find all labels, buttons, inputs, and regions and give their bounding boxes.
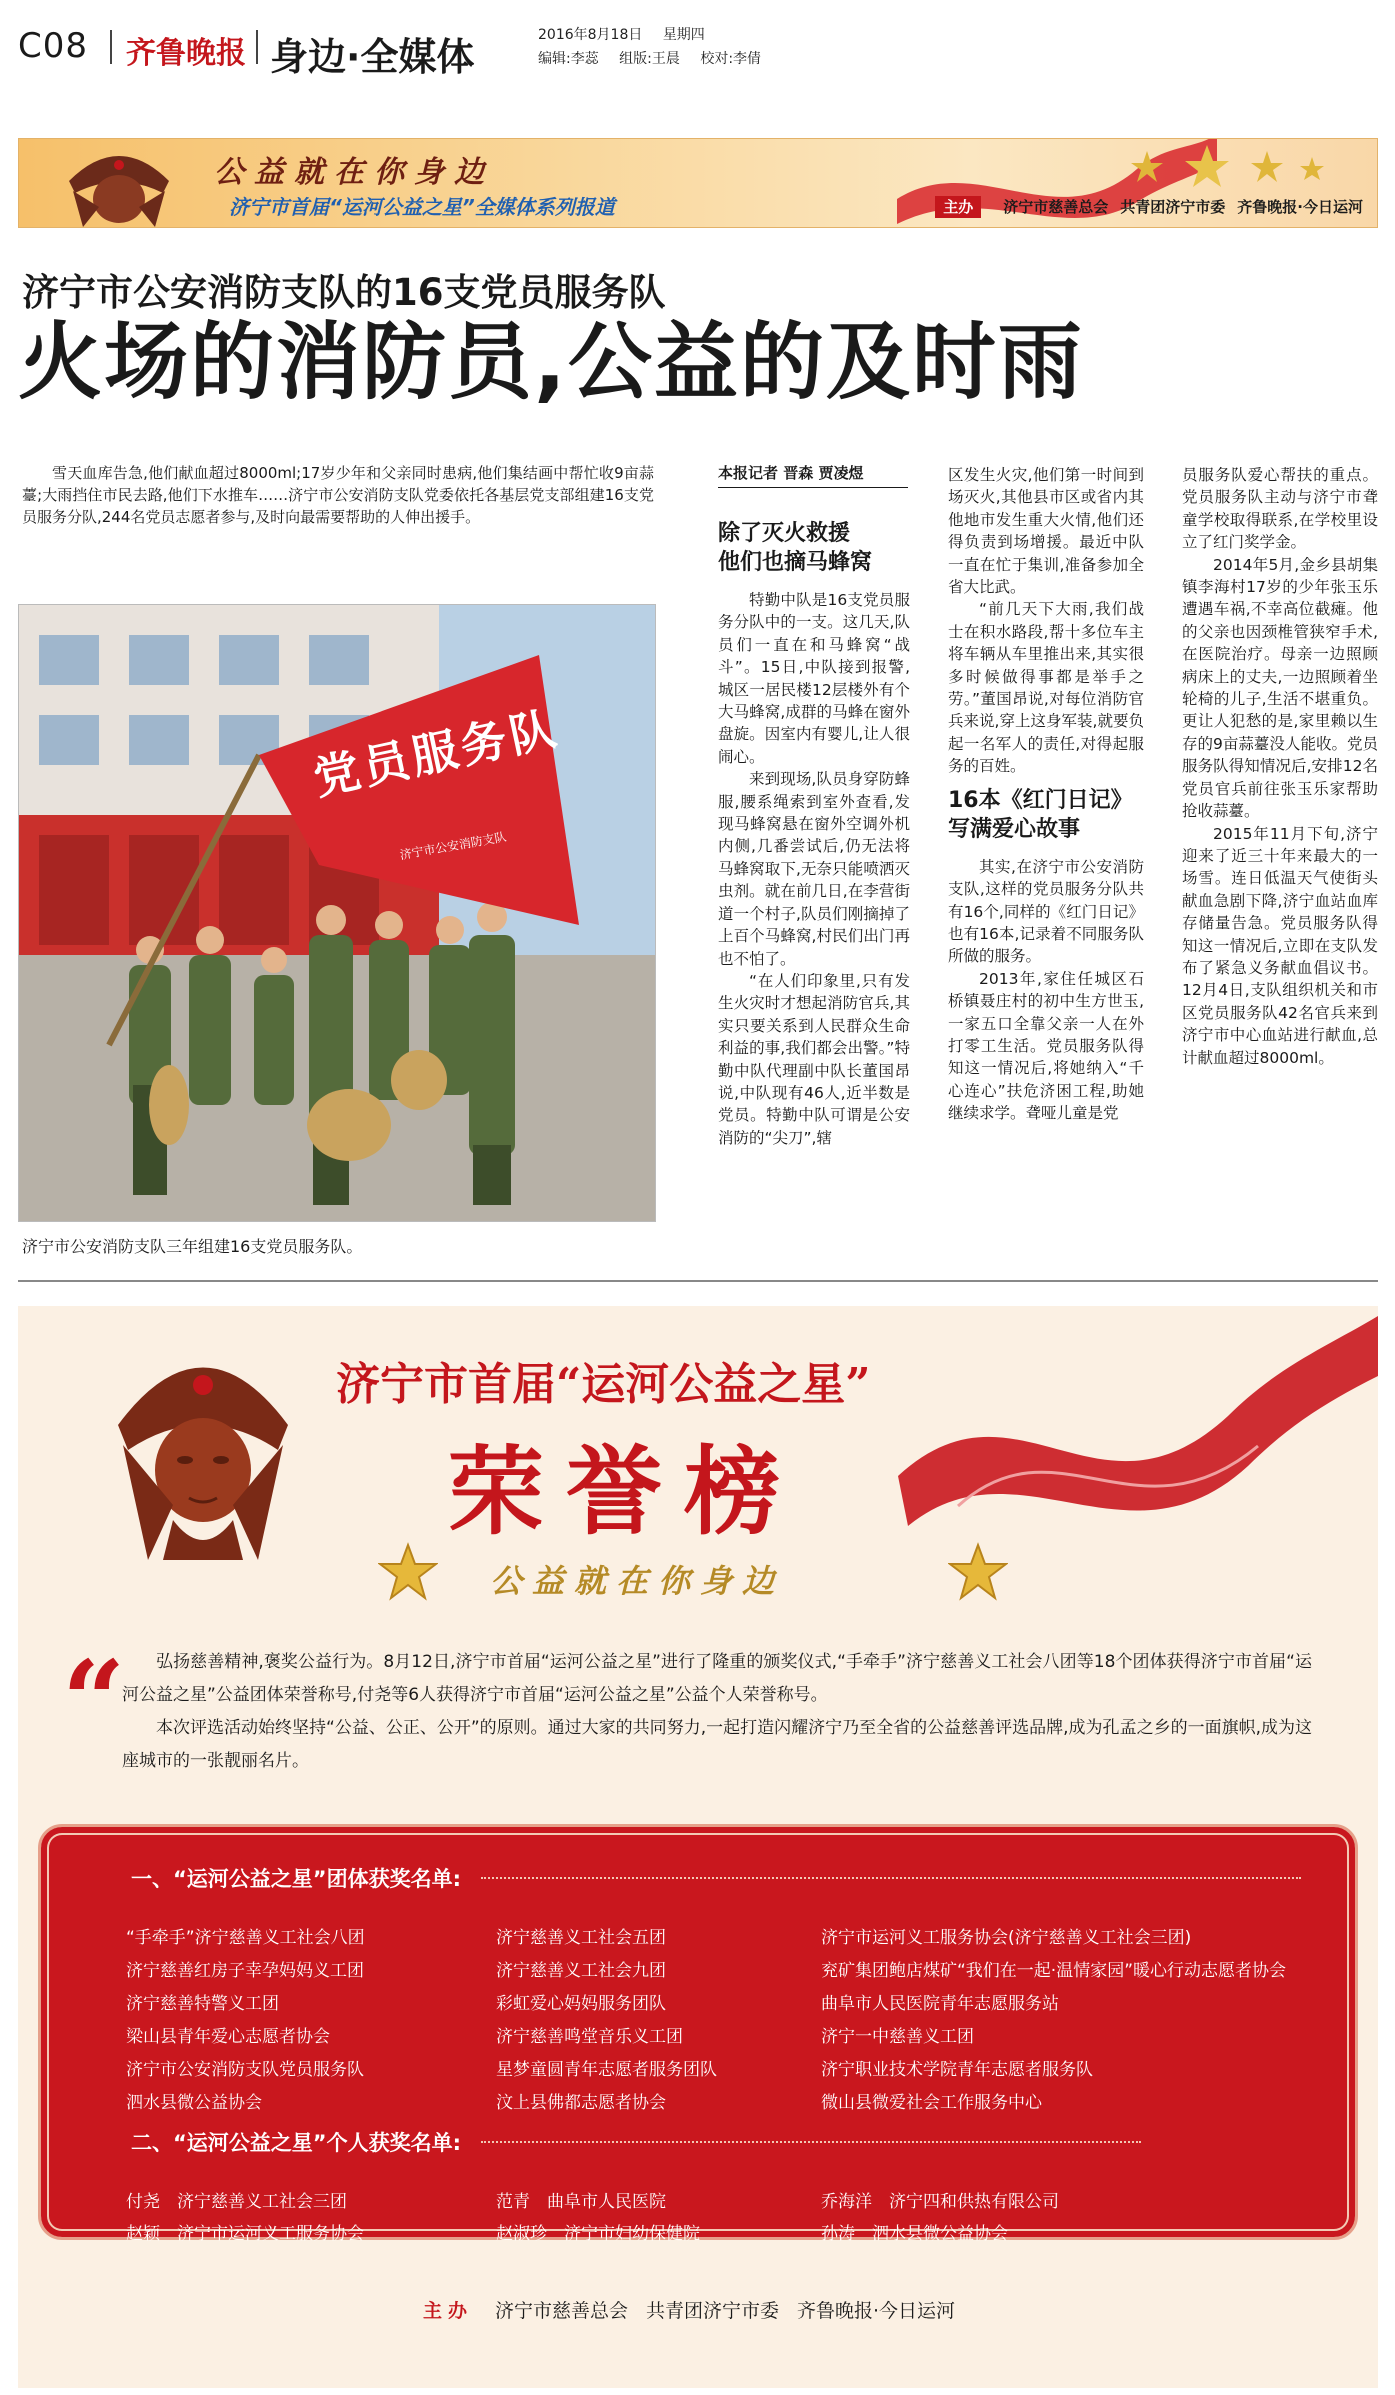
board-main-title: 荣誉榜 bbox=[448, 1435, 802, 1548]
paragraph: 2014年5月,金乡县胡集镇李海村17岁的少年张玉乐遭遇车祸,不幸高位截瘫。他的父亲也因颈椎管狭窄手术,在医院治疗。母亲一边照顾病床上的丈夫,一边照顾着坐轮椅的儿子,生活不堪重负。更让人犯愁的是,家里赖以生存的9亩蒜薹没人能收。党员服务队得知情况后,安排12名党员官兵前往张玉乐家帮助抢收蒜薹。 bbox=[1182, 555, 1378, 821]
individual-winner bbox=[821, 2187, 1059, 2212]
group-winners-heading: 一、“运河公益之星”团体获奖名单: bbox=[131, 1867, 462, 1891]
winner-org: 济宁市运河义工服务协会 bbox=[177, 2224, 364, 2244]
article-headline: 火场的消防员,公益的及时雨 bbox=[18, 313, 1084, 411]
banner-subtitle: 济宁市首届“运河公益之星”全媒体系列报道 bbox=[229, 195, 615, 219]
photo-caption: 济宁市公安消防支队三年组建16支党员服务队。 bbox=[22, 1237, 363, 1256]
series-banner bbox=[18, 138, 1378, 228]
sponsor-name: 共青团济宁市委 bbox=[645, 2300, 779, 2322]
layout-credit: 组版:王晨 bbox=[619, 51, 680, 67]
paragraph: 来到现场,队员身穿防蜂服,腰系绳索到室外查看,发现马蜂窝悬在窗外空调外机内侧,几番尝试后,仍无法将马蜂窝取下,无奈只能喷洒灭虫剂。就在前几日,在李营街道一个村子,队员们刚摘掉了上百个马蜂窝,村民们出门再也不怕了。 bbox=[718, 770, 910, 968]
individual-winner bbox=[126, 2219, 364, 2244]
flag-text: 党员服务队 bbox=[308, 700, 565, 806]
winner-name: 孙涛 bbox=[821, 2224, 855, 2244]
gold-star-icon bbox=[378, 1542, 438, 1602]
paragraph: 2013年,家住任城区石桥镇聂庄村的初中生方世玉,一家五口全靠父亲一人在外打零工生活。党员服务队得知这一情况后,将她纳入“千心连心”扶危济困工程,助她继续求学。聋哑儿童是党 bbox=[948, 969, 1144, 1123]
group-winner: 曲阜市人民医院青年志愿服务站 bbox=[821, 1994, 1059, 2014]
dotted-rule bbox=[481, 2141, 1141, 2143]
banner-slogan: 公益就在你身边 bbox=[214, 155, 494, 190]
group-winner: 济宁职业技术学院青年志愿者服务队 bbox=[821, 2060, 1093, 2080]
lei-feng-portrait-icon bbox=[103, 1330, 303, 1560]
section-name: 身边·全媒体 bbox=[270, 35, 475, 79]
gold-star-icon bbox=[948, 1542, 1008, 1602]
subhead-2: 16本《红门日记》 写满爱心故事 bbox=[948, 787, 1133, 842]
paragraph: 本次评选活动始终坚持“公益、公正、公开”的原则。通过大家的共同努力,一起打造闪耀济宁乃至全省的公益慈善评选品牌,成为孔孟之乡的一面旗帜,成为这座城市的一张靓丽名片。 bbox=[122, 1718, 1312, 1771]
article-lead: 雪天血库告急,他们献血超过8000ml;17岁少年和父亲同时患病,他们集结画中帮忙收9亩蒜薹;大雨挡住市民去路,他们下水推车……济宁市公安消防支队党委依托各基层党支部组建16支党员服务分队,244名党员志愿者参与,及时向最需要帮助的人伸出援手。 bbox=[22, 464, 654, 526]
sponsor-name: 共青团济宁市委 bbox=[1120, 198, 1226, 216]
article-photo bbox=[18, 604, 656, 1222]
group-winner: 济宁市公安消防支队党员服务队 bbox=[126, 2060, 364, 2080]
article-kicker: 济宁市公安消防支队的16支党员服务队 bbox=[22, 271, 666, 314]
section-divider bbox=[18, 1280, 1378, 1282]
sponsor-name: 济宁市慈善总会 bbox=[1003, 198, 1109, 216]
group-winner: 济宁慈善鸣堂音乐义工团 bbox=[496, 2027, 683, 2047]
group-winner: 济宁市运河义工服务协会(济宁慈善义工社会三团) bbox=[821, 1928, 1192, 1948]
staff-credits bbox=[538, 48, 777, 68]
board-sponsors bbox=[18, 2296, 1378, 2323]
paragraph: “在人们印象里,只有发生火灾时才想起消防官兵,其实只要关系到人民群众生命利益的事,我们都会出警。”特勤中队代理副中队长董国昂说,中队现有46人,近半数是党员。特勤中队可谓是公安消防的“尖刀”,辖 bbox=[718, 971, 910, 1147]
editor-credit: 编辑:李蕊 bbox=[538, 51, 599, 67]
winners-panel bbox=[38, 1824, 1358, 2244]
paragraph: “前几天下大雨,我们战士在积水路段,帮十多位车主将车辆从车里推出来,其实很多时候做得事都是举手之劳。”董国昂说,对每位消防官兵来说,穿上这身军装,就要负起一名军人的责任,对得起服务的百姓。 bbox=[948, 600, 1144, 776]
sponsor-tag: 主办 bbox=[935, 196, 981, 218]
date-text: 2016年8月18日 bbox=[538, 27, 643, 43]
group-winner: “手牵手”济宁慈善义工社会八团 bbox=[126, 1928, 365, 1948]
masthead-divider bbox=[256, 30, 258, 64]
winner-name: 付尧 bbox=[126, 2192, 160, 2212]
group-winner: 济宁慈善义工社会九团 bbox=[496, 1961, 666, 1981]
issue-date bbox=[538, 24, 721, 44]
sponsor-tag: 主办 bbox=[422, 2300, 473, 2322]
group-winner: 济宁慈善特警义工团 bbox=[126, 1994, 279, 2014]
paragraph: 其实,在济宁市公安消防支队,这样的党员服务分队共有16个,同样的《红门日记》也有16本,记录着不同服务队所做的服务。 bbox=[948, 857, 1144, 966]
winner-org: 济宁四和供热有限公司 bbox=[889, 2192, 1059, 2212]
sponsor-name: 齐鲁晚报·今日运河 bbox=[797, 2300, 956, 2322]
weekday-text: 星期四 bbox=[662, 27, 705, 43]
banner-sponsors bbox=[923, 196, 1363, 217]
byline bbox=[718, 462, 908, 488]
group-winner: 微山县微爱社会工作服务中心 bbox=[821, 2093, 1042, 2113]
group-winner: 济宁慈善红房子幸孕妈妈义工团 bbox=[126, 1961, 364, 1981]
individual-winner bbox=[496, 2187, 666, 2212]
byline-text: 本报记者 晋森 贾凌煜 bbox=[718, 464, 864, 482]
flag-small-text: 济宁市公安消防支队 bbox=[398, 829, 508, 863]
lei-feng-portrait-icon bbox=[59, 141, 179, 227]
ribbon-decoration bbox=[898, 1306, 1378, 1556]
honor-board bbox=[18, 1306, 1378, 2388]
paragraph: 区发生火灾,他们第一时间到场灭火,其他县市区或省内其他地市发生重大火情,他们还得负责到场增援。最近中队一直在忙于集训,准备参加全省大比武。 bbox=[948, 466, 1144, 597]
board-intro bbox=[122, 1646, 1312, 1778]
proof-credit: 校对:李倩 bbox=[700, 51, 762, 67]
group-winner: 星梦童圆青年志愿者服务团队 bbox=[496, 2060, 717, 2080]
paragraph: 2015年11月下旬,济宁迎来了近三十年来最大的一场雪。连日低温天气使街头献血急剧下降,济宁血站血库存储量告急。党员服务队得知这一情况后,立即在支队发布了紧急义务献血倡议书。12月4日,支队组织机关和市区党员服务队42名官兵来到济宁市中心血站进行献血,总计献血超过8000ml。 bbox=[1182, 824, 1378, 1067]
group-winner: 汶上县佛都志愿者协会 bbox=[496, 2093, 666, 2113]
group-winner: 彩虹爱心妈妈服务团队 bbox=[496, 1994, 666, 2014]
board-slogan: 公益就在你身边 bbox=[490, 1562, 785, 1600]
quote-mark-icon: “ bbox=[62, 1636, 126, 1765]
paragraph: 员服务队爱心帮扶的重点。党员服务队主动与济宁市聋童学校取得联系,在学校里设立了红门奖学金。 bbox=[1182, 466, 1378, 552]
gold-stars-icon bbox=[1107, 143, 1337, 193]
sponsor-name: 济宁市慈善总会 bbox=[494, 2300, 628, 2322]
paper-name-logo: 齐鲁晚报 bbox=[126, 36, 246, 71]
byline-rule bbox=[718, 487, 908, 488]
dotted-rule bbox=[481, 1877, 1301, 1879]
winner-org: 济宁市妇幼保健院 bbox=[564, 2224, 700, 2244]
winner-name: 赵淑珍 bbox=[496, 2224, 547, 2244]
masthead-divider bbox=[110, 30, 112, 64]
winner-name: 范青 bbox=[496, 2192, 530, 2212]
winner-name: 赵颖 bbox=[126, 2224, 160, 2244]
masthead bbox=[18, 22, 1378, 79]
sponsor-name: 齐鲁晚报·今日运河 bbox=[1237, 198, 1363, 216]
group-winner: 泗水县微公益协会 bbox=[126, 2093, 262, 2113]
individual-winner bbox=[821, 2219, 1008, 2244]
article-column-1 bbox=[718, 505, 910, 1149]
paragraph: 弘扬慈善精神,褒奖公益行为。8月12日,济宁市首届“运河公益之星”进行了隆重的颁奖仪式,“手牵手”济宁慈善义工社会八团等18个团体获得济宁市首届“运河公益之星”公益团体荣誉称号,付尧等6人获得济宁市首届“运河公益之星”公益个人荣誉称号。 bbox=[122, 1652, 1312, 1705]
article-column-3 bbox=[1182, 464, 1378, 1069]
individual-winners-heading: 二、“运河公益之星”个人获奖名单: bbox=[131, 2131, 462, 2155]
individual-winner bbox=[126, 2187, 347, 2212]
group-winner: 兖矿集团鲍店煤矿“我们在一起·温情家园”暖心行动志愿者协会 bbox=[821, 1961, 1287, 1981]
winner-org: 济宁慈善义工社会三团 bbox=[177, 2192, 347, 2212]
group-winner: 济宁一中慈善义工团 bbox=[821, 2027, 974, 2047]
winner-org: 曲阜市人民医院 bbox=[547, 2192, 666, 2212]
article-column-2 bbox=[948, 464, 1144, 1125]
winner-org: 泗水县微公益协会 bbox=[872, 2224, 1008, 2244]
group-winner: 济宁慈善义工社会五团 bbox=[496, 1928, 666, 1948]
paragraph: 特勤中队是16支党员服务分队中的一支。这几天,队员们一直在和马蜂窝“战斗”。15日,中队接到报警,城区一居民楼12层楼外有个大马蜂窝,成群的马蜂在窗外盘旋。因室内有婴儿,让人很闹心。 bbox=[718, 591, 910, 766]
individual-winner bbox=[496, 2219, 700, 2244]
board-title: 济宁市首届“运河公益之星” bbox=[336, 1359, 871, 1410]
subhead-1: 除了灭火救援 他们也摘马蜂窝 bbox=[718, 521, 873, 575]
winner-name: 乔海洋 bbox=[821, 2192, 872, 2212]
firefighters-photo-illustration bbox=[19, 605, 656, 1222]
page-number: C08 bbox=[18, 26, 89, 66]
group-winner: 梁山县青年爱心志愿者协会 bbox=[126, 2027, 330, 2047]
